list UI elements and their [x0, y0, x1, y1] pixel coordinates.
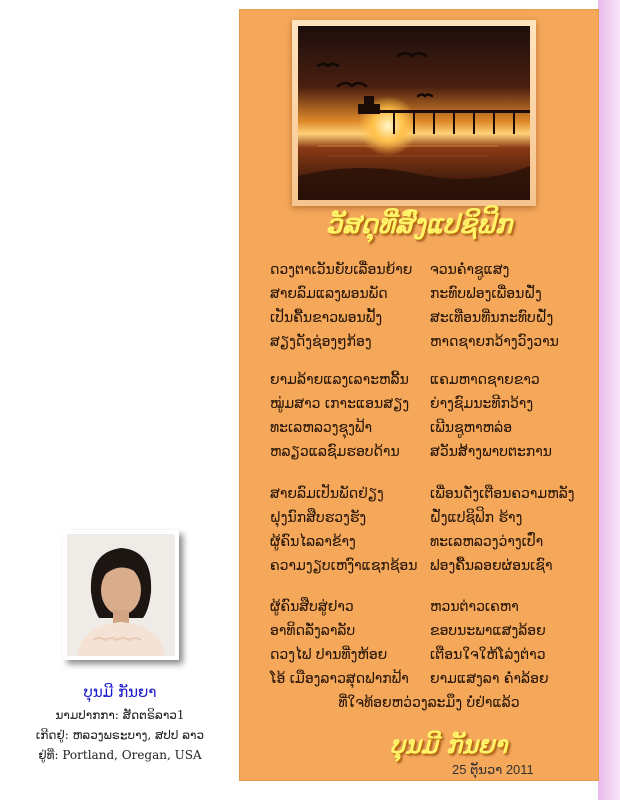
- poem-line-left: ທະເລຫລວງຊຸງຟ້າ: [270, 420, 373, 436]
- author-residence: ຢູ່ທີ່: Portland, Oregan, USA: [38, 748, 202, 762]
- poem-line: [240, 619, 598, 643]
- poem-line: [240, 554, 598, 578]
- poem-line: [240, 506, 598, 530]
- poem-title: ວັສດຸທີ່ສົ່ງແປຊິຟິກ: [325, 210, 513, 240]
- poem-line-left: ຫລຽວແລຊົມຮອບດ້ານ: [270, 444, 400, 460]
- poem-line-right: ຝັ່ງແປຊິຟິກ ຮ້າງ: [430, 510, 523, 526]
- sunset-pier-image: [292, 20, 536, 206]
- poem-line: [240, 368, 598, 392]
- poem-line-left: ຜູ້ຄົນສືບສູ່ຢາວ: [270, 599, 354, 615]
- poem-line-right: ຟອງຄື້ນລອຍຜ່ອນເຊົາ: [430, 558, 553, 574]
- poem-line-left: ອາທິດລັ່ງລາລັບ: [270, 623, 356, 639]
- poem-line-left: ຄວາມງຽບເຫງົາແຊກຊ້ອນ: [270, 558, 418, 574]
- poem-line-left: ສາຍລົມເປັນພັດຢ່ຽງ: [270, 486, 384, 502]
- poem-line: [240, 440, 598, 464]
- author-pen-name: ນາມປາກກາ: ສັດຕຣິລາວ1: [55, 708, 185, 722]
- poem-line-left: ຜູ້ຄົນໄລລາຂ້າງ: [270, 534, 356, 550]
- poem-line: [240, 643, 598, 667]
- poem-stanza-2: [240, 368, 598, 464]
- poem-line-right: ຂອບນະພາແສງລ້ອຍ: [430, 623, 546, 639]
- poem-line: [240, 258, 598, 282]
- poem-line-right: ສວັນສ້າງພາບຕະການ: [430, 444, 552, 460]
- poem-line-left: ໝູ່ມສາວ ເກາະແອນສຽງ: [270, 396, 410, 412]
- author-name: ບຸນມີ ກັນຍາ: [83, 683, 157, 701]
- poem-line-right: ຍ່າງຊົມນະທີກວ້າງ: [430, 396, 534, 412]
- poem-line-right: ກະທົບຟອງເພື່ອນຝັ່ງ: [430, 286, 542, 302]
- poem-line: [240, 330, 598, 354]
- poem-line-left: ສຽງດັງຊ່ອງໆກ້ອງ: [270, 334, 372, 350]
- poem-line-right: ເຕືອນໃຈໃຫ້ໂລ່ງຕ່າວ: [430, 647, 546, 663]
- poem-line-left: ເປັນຄື້ນຂາວພອນຟັ້ງ: [270, 310, 383, 326]
- poem-closing-line: ທີ່ໃຈທ້ອຍຫວ່ວງລະມຶງ ບໍ່ຢ່າແລ້ວ: [338, 695, 520, 711]
- author-birthplace: ເກີດຢູ່: ຫລວງພຣະບາງ, ສປປ ລາວ: [35, 728, 205, 742]
- poem-line: [240, 530, 598, 554]
- poem-line: [240, 392, 598, 416]
- poem-stanza-1: [240, 258, 598, 354]
- poem-line-right: ຫາດຊາຍກວ້າງວົງວານ: [430, 334, 559, 350]
- poem-line-right: ເພື່ອນດັ່ງເຕືອນຄວາມຫລັງ: [430, 486, 575, 502]
- poem-line: [240, 595, 598, 619]
- poem-line: [240, 416, 598, 440]
- poem-line-right: ຈວນຄໍ່າຊູແສງ: [430, 262, 510, 278]
- poem-line-left: ໂອ້ ເມືອງລາວສຸດຟາກຟ້າ: [270, 671, 409, 687]
- author-photo: [63, 530, 179, 660]
- poem-line: [240, 667, 598, 691]
- poem-stanza-4: [240, 595, 598, 715]
- poem-line-right: ແຄມຫາດຊາຍຂາວ: [430, 372, 540, 388]
- poem-line: [240, 482, 598, 506]
- poem-line-right: ທະເລຫລວງວ່າງເປົ່າ: [430, 534, 544, 550]
- poem-line-left: ຍາມລ້າຍແລງເລາະຫລີ້ນ: [270, 372, 409, 388]
- poem-card: [240, 10, 598, 780]
- poem-line-right: ເພີນຊູຫາຫລ່ອ: [430, 420, 513, 436]
- poem-line-right: ຫວນຕ່າວເຄຫາ: [430, 599, 519, 615]
- poem-signature: ບຸນມີ ກັນຍາ: [390, 730, 508, 759]
- poem-line-left: ດວງຕາເວັນຍັບເລື່ອນຍ້າຍ: [270, 262, 413, 278]
- poem-line-right: ສະເທືອນທີ່ນກະທົບຝັ່ງ: [430, 310, 554, 326]
- poem-line-right: ຍາມແສງລາ ຄໍ່າລ້ອຍ: [430, 671, 549, 687]
- poem-line-left: ສາຍລົມແລງພອນພັດ: [270, 286, 388, 302]
- poem-stanza-3: [240, 482, 598, 578]
- poem-line: [240, 282, 598, 306]
- poem-line-left: ຝຸງນົກສືບຮວງຮັງ: [270, 510, 367, 526]
- poem-line-left: ດວງໄຟ ປານທີ່ງຫ້ອຍ: [270, 647, 388, 663]
- poem-date: 25 ຕຸັນວາ 2011: [452, 762, 534, 777]
- poem-line: [240, 306, 598, 330]
- decorative-side-strip: [598, 0, 620, 800]
